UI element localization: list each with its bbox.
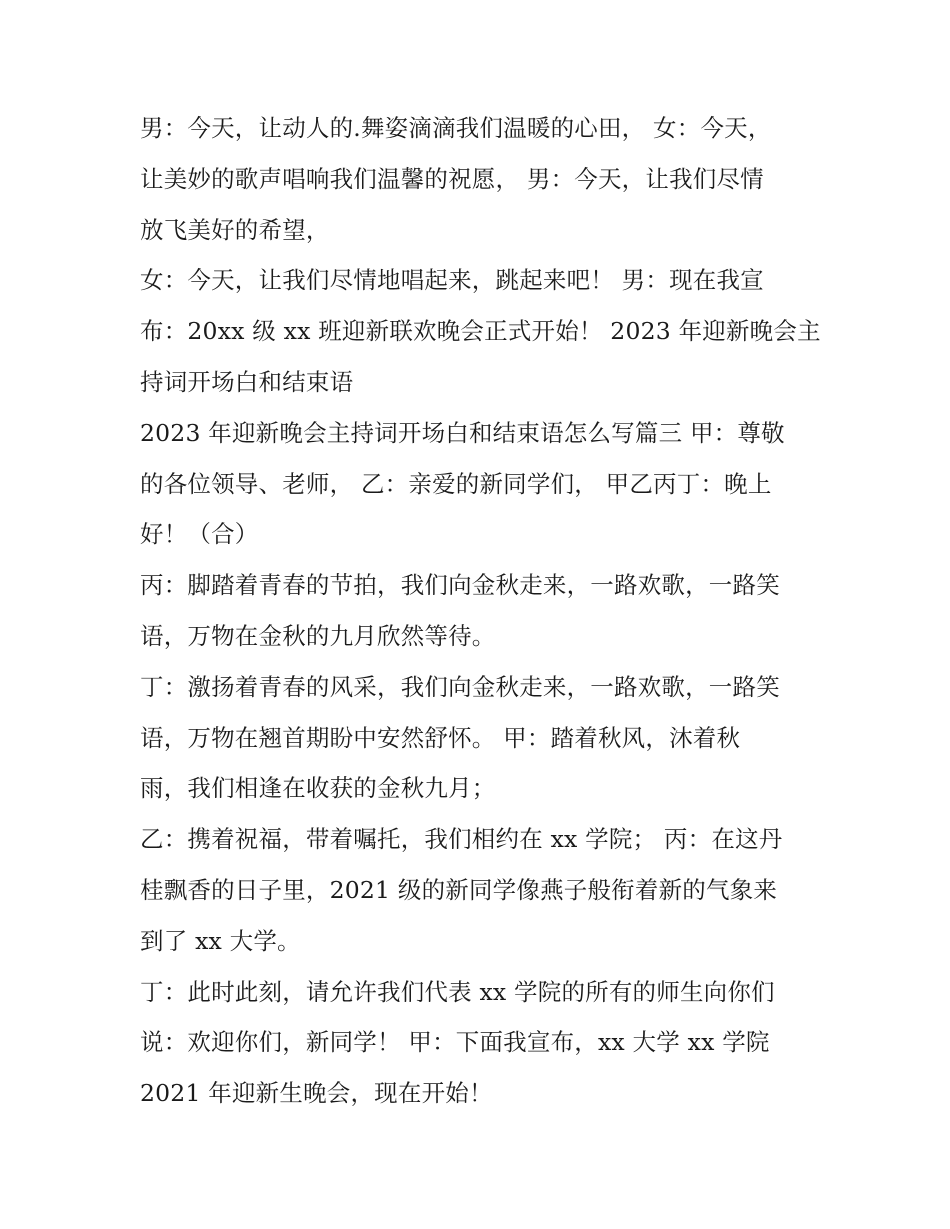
text-line: 让美妙的歌声唱响我们温馨的祝愿， 男：今天，让我们尽情 — [140, 164, 764, 193]
text-line: 语，万物在金秋的九月欣然等待。 — [140, 621, 496, 650]
text-line: 女：今天，让我们尽情地唱起来，跳起来吧！ 男：现在我宣 — [140, 266, 764, 295]
text-line: 乙：携着祝福，带着嘱托，我们相约在 xx 学院； 丙：在这丹 — [140, 825, 783, 854]
document-body — [140, 103, 820, 1119]
text-line: 到了 xx 大学。 — [140, 926, 301, 955]
text-line: 2021 年迎新生晚会，现在开始！ — [140, 1079, 493, 1108]
text-line: 丙：脚踏着青春的节拍，我们向金秋走来，一路欢歌，一路笑 — [140, 571, 780, 600]
text-line: 丁：此时此刻，请允许我们代表 xx 学院的所有的师生向你们 — [140, 977, 775, 1006]
text-line: 布：20xx 级 xx 班迎新联欢晚会正式开始！ 2023 年迎新晚会主 — [140, 317, 821, 346]
text-line: 语，万物在翘首期盼中安然舒怀。 甲：踏着秋风，沐着秋 — [140, 723, 741, 752]
text-line: 丁：激扬着青春的风采，我们向金秋走来，一路欢歌，一路笑 — [140, 672, 780, 701]
text-line: 雨，我们相逢在收获的金秋九月； — [140, 774, 496, 803]
text-line: 的各位领导、老师， 乙：亲爱的新同学们， 甲乙丙丁：晚上 — [140, 469, 772, 498]
text-line: 好！（合） — [140, 520, 259, 549]
text-line: 说：欢迎你们，新同学！ 甲：下面我宣布，xx 大学 xx 学院 — [140, 1028, 770, 1057]
text-line: 放飞美好的希望， — [140, 215, 330, 244]
text-line: 男：今天，让动人的.舞姿滴滴我们温暖的心田， 女：今天， — [140, 114, 772, 142]
text-line: 2023 年迎新晚会主持词开场白和结束语怎么写篇三 甲：尊敬 — [140, 418, 785, 447]
text-line: 桂飘香的日子里，2021 级的新同学像燕子般衔着新的气象来 — [140, 875, 778, 904]
text-line: 持词开场白和结束语 — [140, 367, 354, 396]
